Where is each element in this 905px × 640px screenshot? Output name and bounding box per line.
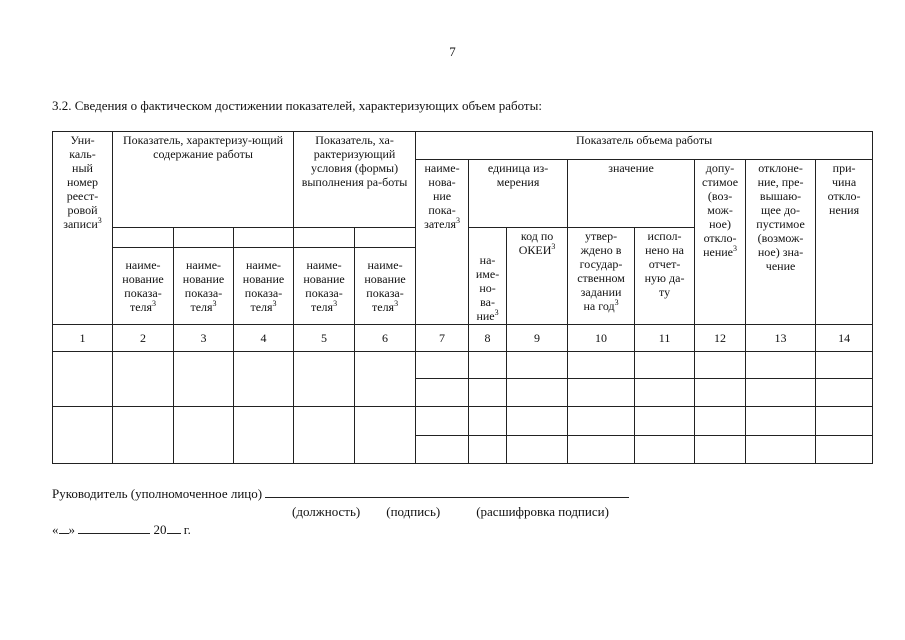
data-row [53, 407, 873, 436]
column-number: 5 [294, 325, 355, 352]
day-blank[interactable] [59, 522, 69, 534]
header-conditions-indicator-name-1: наиме-нование показа-теля$^3$ [294, 248, 355, 325]
column-number: 8 [469, 325, 507, 352]
data-cell [507, 352, 568, 379]
data-cell [294, 407, 355, 464]
data-cell [416, 379, 469, 407]
header-conditions-indicator-name-2: наиме-нование показа-теля$^3$ [355, 248, 416, 325]
data-cell [416, 436, 469, 464]
year-blank[interactable] [167, 522, 181, 534]
header-deviation-reason: при- чина откло- нения [816, 160, 873, 325]
header-value-executed: испол- нено на отчет- ную да- ту [635, 228, 695, 325]
column-number: 12 [695, 325, 746, 352]
header-content-indicator-name-3: наиме-нование показа-теля$^3$ [234, 248, 294, 325]
data-cell [507, 436, 568, 464]
data-cell [635, 352, 695, 379]
data-cell [746, 379, 816, 407]
data-cell [635, 436, 695, 464]
column-number: 13 [746, 325, 816, 352]
column-number: 1 [53, 325, 113, 352]
column-number: 11 [635, 325, 695, 352]
year-suffix: г. [183, 522, 191, 537]
data-cell [635, 379, 695, 407]
caption-decoding: (расшифровка подписи) [476, 504, 609, 519]
subheader-conditions-name-2 [355, 228, 416, 248]
header-unique-number: Уни- каль- ный номер реест- ровой записи$^3$ [53, 132, 113, 325]
data-cell [568, 352, 635, 379]
column-number-row [53, 325, 873, 352]
header-unit-group: единица из-мерения [469, 160, 568, 228]
data-cell [568, 407, 635, 436]
data-cell [746, 407, 816, 436]
signature-captions [292, 504, 609, 520]
data-cell [355, 352, 416, 407]
caption-position: (должность) [292, 504, 361, 519]
data-cell [507, 379, 568, 407]
data-cell [469, 379, 507, 407]
column-number: 4 [234, 325, 294, 352]
data-cell [568, 379, 635, 407]
data-cell [568, 436, 635, 464]
data-cell [113, 407, 174, 464]
data-cell [53, 407, 113, 464]
data-cell [695, 379, 746, 407]
data-cell [816, 352, 873, 379]
data-cell [507, 407, 568, 436]
data-cell [234, 407, 294, 464]
subheader-content-name-3 [234, 228, 294, 248]
date-line [52, 522, 191, 538]
header-exceeding-deviation: отклоне- ние, пре- вышаю- щее до- пустимое (возмож- ное) зна- чение [746, 160, 816, 325]
data-cell [746, 352, 816, 379]
data-cell [294, 352, 355, 407]
data-cell [469, 436, 507, 464]
caption-signature: (подпись) [386, 504, 441, 519]
data-cell [113, 352, 174, 407]
month-blank[interactable] [78, 522, 150, 534]
header-unit-name: на- име- но- ва- ние$^3$ [469, 228, 507, 325]
subheader-conditions-name-1 [294, 228, 355, 248]
data-cell [816, 379, 873, 407]
data-cell [746, 436, 816, 464]
header-volume-group: Показатель объема работы [416, 132, 873, 160]
header-content-indicator-name-2: наиме-нование показа-теля$^3$ [174, 248, 234, 325]
subheader-content-name-2 [174, 228, 234, 248]
header-content-group: Показатель, характеризу-ющий содержание работы [113, 132, 294, 228]
data-cell [416, 352, 469, 379]
signature-blank-line[interactable] [265, 486, 629, 498]
header-value-approved: утвер- ждено в государ- ственном задании на год$^3$ [568, 228, 635, 325]
header-unit-okei: код по ОКЕИ$^3$ [507, 228, 568, 325]
header-allowed-deviation: допу- стимое (воз- мож- ное) откло- нение$^3$ [695, 160, 746, 325]
page-number: 7 [449, 44, 456, 59]
data-cell [234, 352, 294, 407]
column-number: 9 [507, 325, 568, 352]
header-value-group: значение [568, 160, 695, 228]
data-cell [469, 352, 507, 379]
date-quote-open: « [52, 522, 59, 537]
data-cell [355, 407, 416, 464]
manager-signature-line [52, 486, 629, 502]
data-row [53, 352, 873, 379]
date-quote-close: » [68, 522, 75, 537]
section-title: 3.2. Сведения о фактическом достижении показателей, характеризующих объем работы: [52, 98, 542, 113]
column-number: 10 [568, 325, 635, 352]
data-cell [174, 352, 234, 407]
work-volume-table [52, 131, 873, 464]
data-cell [416, 407, 469, 436]
column-number: 3 [174, 325, 234, 352]
manager-label: Руководитель (уполномоченное лицо) [52, 486, 263, 501]
column-number: 14 [816, 325, 873, 352]
subheader-content-name-1 [113, 228, 174, 248]
header-content-indicator-name-1: наиме-нование показа-теля$^3$ [113, 248, 174, 325]
header-volume-indicator-name: наиме- нова- ние пока- зателя$^3$ [416, 160, 469, 325]
column-number: 6 [355, 325, 416, 352]
data-cell [53, 352, 113, 407]
data-cell [816, 407, 873, 436]
data-cell [635, 407, 695, 436]
data-cell [695, 407, 746, 436]
data-cell [695, 352, 746, 379]
column-number: 2 [113, 325, 174, 352]
column-number: 7 [416, 325, 469, 352]
data-cell [469, 407, 507, 436]
data-cell [695, 436, 746, 464]
header-conditions-group: Показатель, ха-рактеризующий условия (формы) выполнения ра-боты [294, 132, 416, 228]
year-prefix: 20 [153, 522, 167, 537]
data-cell [174, 407, 234, 464]
data-cell [816, 436, 873, 464]
